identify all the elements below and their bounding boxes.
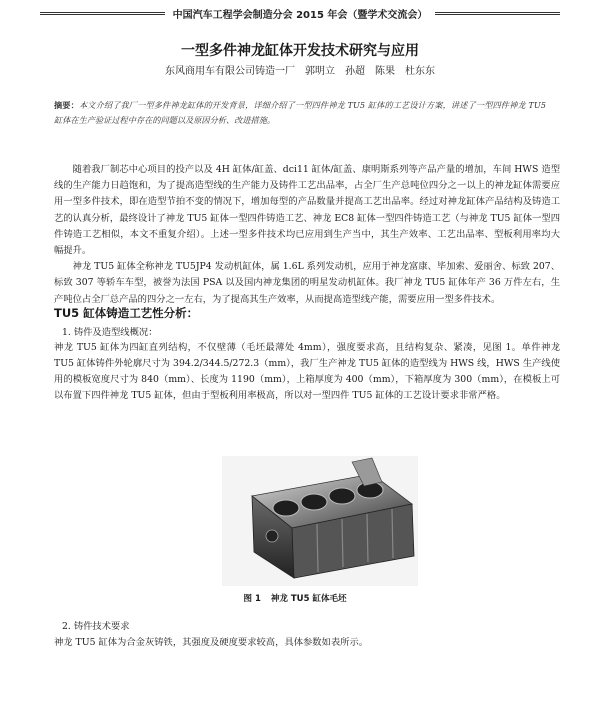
subsection-1-body [54,340,560,404]
figure-caption [0,592,600,604]
abstract [54,98,546,128]
engine-block-figure [222,456,418,586]
paper-authors: 东风商用车有限公司铸造一厂 郭明立 孙超 陈果 杜东东 [165,66,435,77]
paper-title: 一型多件神龙缸体开发技术研究与应用 [181,43,419,59]
abstract-label: 摘要： [54,100,79,110]
header-text: 中国汽车工程学会制造分会 2015 年会（暨学术交流会） [172,10,428,21]
figure-label: 图 1 [243,594,261,604]
section-heading: TU5 缸体铸造工艺性分析： [54,306,199,320]
abstract-text: 本文介绍了我厂一型多件神龙缸体的开发背景，详细介绍了一型四件神龙 TU5 缸体的工艺设计方案，讲述了一型四件神龙 TU5 缸体在生产验证过程中存在的问题以及原因分析、改进措施。 [54,100,546,125]
subsection-1-paragraph: 神龙 TU5 缸体为四缸直列结构，不仅壁薄（毛坯最薄处 4mm），强度要求高，且结构复杂、紧凑，见图 1。单件神龙 TU5 缸体铸件外轮廓尺寸为 394.2/344.5/272.3（mm），我厂生产神龙 TU5 缸体的造型线为 HWS 线，HWS 生产线使用的模板宽度尺寸为 840（mm）、长度为 1190（mm），上箱厚度为 400（mm），下箱厚度为 300（mm），在模板上可以布置下四件神龙 TU5 缸体，但由于型板利用率极高，所以对一型四件 TU5 缸体的工艺设计要求非常严格。 [54,342,560,401]
page-header [40,6,560,21]
subsection-2-heading: 2. 铸件技术要求 [62,621,130,632]
intro-paragraph-2: 神龙 TU5 缸体全称神龙 TU5JP4 发动机缸体，属 1.6L 系列发动机，应用于神龙富康、毕加索、爱丽舍、标致 207、标致 307 等轿车车型，被誉为法国 PSA 以及国内神龙集团的明星发动机缸体。我厂神龙 TU5 缸体年产 36 万件左右，生产吨位占全厂总产品的四分之一左右，为了提高其生产效率，从而提高造型线产能，需要应用一型多件技术。 [54,261,560,305]
subsection-1-heading: 1. 铸件及造型线概况： [62,327,158,338]
figure-caption-text: 神龙 TU5 缸体毛坯 [270,594,347,604]
intro-paragraph-1: 随着我厂制芯中心项目的投产以及 4H 缸体/缸盖、dci11 缸体/缸盖、康明斯系列等产品产量的增加，车间 HWS 造型线的生产能力日趋饱和，为了提高造型线的生产能力及铸件工艺出品率，占全厂生产总吨位四分之一以上的神龙缸体需要应用一型多件技术，即在造型节拍不变的情况下，增加每型的产品数量并提高工艺出品率。经过对神龙缸体产品结构及铸造工艺的认真分析，最终设计了神龙 TU5 缸体一型四件铸造工艺、神龙 EC8 缸体一型四件铸造工艺（与神龙 TU5 缸体一型四件铸造工艺相似，本文不重复介绍）。上述一型多件技术均已应用到生产当中，其生产效率、工艺出品率、型板利用率均大幅提升。 [54,164,560,257]
subsection-2-text: 神龙 TU5 缸体为合金灰铸铁，其强度及硬度要求较高，具体参数如表所示。 [54,637,369,648]
header-rule-left [40,12,165,15]
header-rule-right [435,12,560,15]
intro-body [54,162,560,308]
